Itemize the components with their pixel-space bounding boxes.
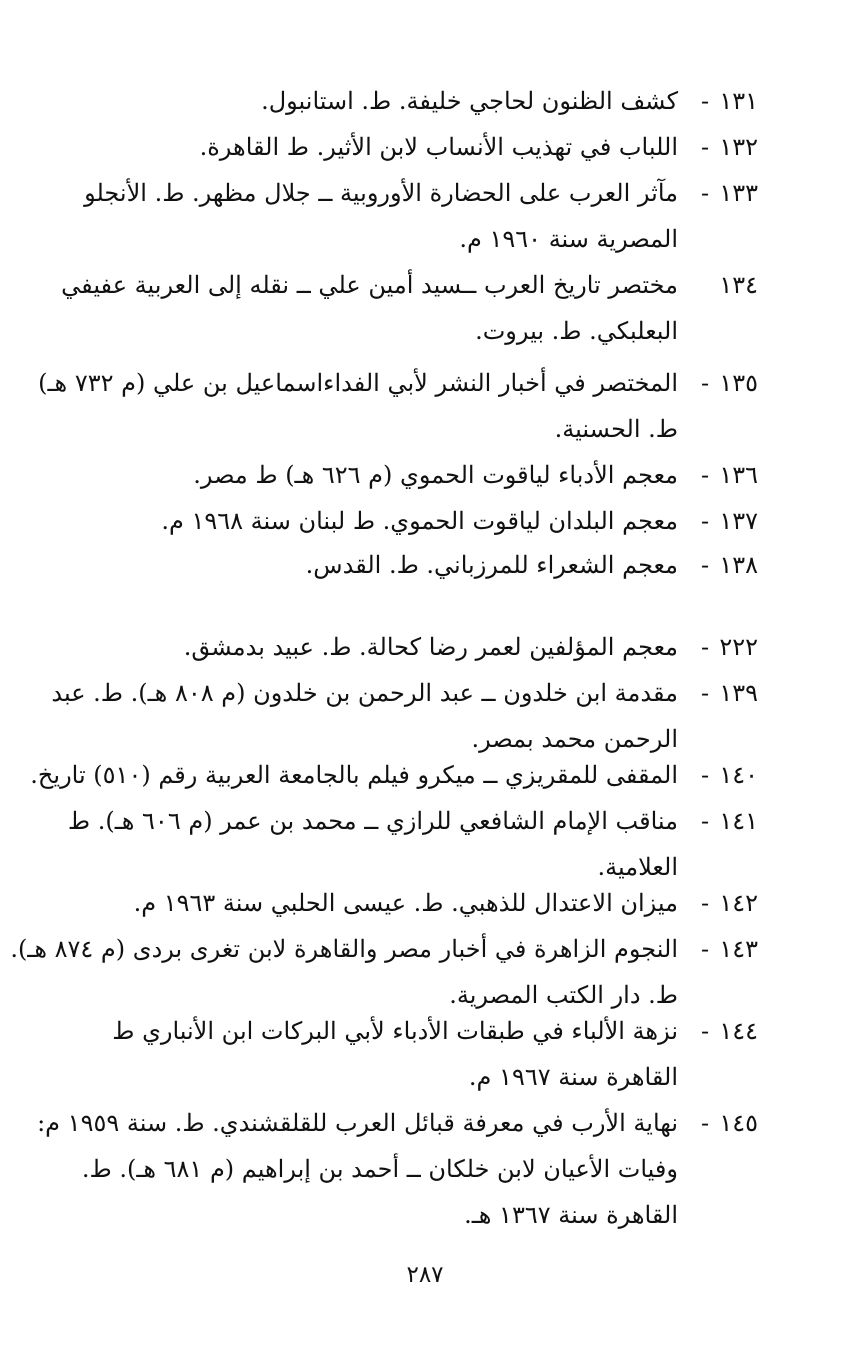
entry-number: ١٤١ bbox=[719, 807, 758, 835]
entry-line: ط. الحسنية. bbox=[554, 415, 678, 443]
bibliography-entry bbox=[51, 670, 758, 762]
entry-dash: - bbox=[700, 507, 710, 535]
bibliography-entry bbox=[88, 624, 758, 670]
entry-line: مختصر تاريخ العرب ــسيد أمين علي ــ نقله إلى العربية عفيفي bbox=[61, 271, 678, 299]
entry-line: البعلبكي. ط. بيروت. bbox=[475, 317, 678, 345]
entry-number: ١٣٥ bbox=[719, 369, 758, 397]
entry-number: ١٤٢ bbox=[719, 889, 758, 917]
entry-text bbox=[61, 262, 678, 354]
entry-text bbox=[30, 752, 678, 798]
entry-text bbox=[84, 170, 678, 262]
entry-line: العلامية. bbox=[597, 853, 678, 881]
entry-line: معجم الشعراء للمرزباني. ط. القدس. bbox=[305, 551, 678, 579]
entry-number: ١٤٣ bbox=[719, 935, 758, 963]
entry-line: مناقب الإمام الشافعي للرازي ــ محمد بن عمر (م ٦٠٦ هـ). ط bbox=[67, 807, 678, 835]
bibliography-entry bbox=[88, 78, 758, 124]
entry-line: القاهرة سنة ١٣٦٧ هـ. bbox=[464, 1201, 678, 1229]
entry-text bbox=[88, 452, 678, 498]
entry-text bbox=[88, 542, 678, 588]
entry-line: كشف الظنون لحاجي خليفة. ط. استانبول. bbox=[261, 87, 678, 115]
bibliography-entry bbox=[88, 498, 758, 544]
bibliography-entry bbox=[88, 880, 758, 926]
entry-dash: - bbox=[700, 889, 710, 917]
entry-line: الرحمن محمد بمصر. bbox=[471, 725, 678, 753]
entry-text bbox=[88, 880, 678, 926]
entry-line: المصرية سنة ١٩٦٠ م. bbox=[459, 225, 678, 253]
entry-dash: - bbox=[700, 679, 710, 707]
entry-number: ١٣٤ bbox=[719, 271, 758, 299]
entry-number: ١٣٩ bbox=[719, 679, 758, 707]
entry-dash: - bbox=[700, 179, 710, 207]
bibliography-entry bbox=[84, 170, 758, 262]
entry-line: ط. دار الكتب المصرية. bbox=[449, 981, 678, 1009]
bibliography-entry bbox=[10, 926, 758, 1018]
bibliography-entry bbox=[30, 752, 758, 798]
entry-text bbox=[51, 670, 678, 762]
entry-text bbox=[38, 360, 678, 452]
entry-dash: - bbox=[700, 1017, 710, 1045]
entry-dash: - bbox=[700, 87, 710, 115]
entry-text bbox=[88, 1008, 678, 1100]
entry-number: ١٣٣ bbox=[719, 179, 758, 207]
bibliography-entry bbox=[38, 360, 758, 452]
entry-line: مقدمة ابن خلدون ــ عبد الرحمن بن خلدون (م ٨٠٨ هـ). ط. عبد bbox=[51, 679, 678, 707]
entry-line: المقفى للمقريزي ــ ميكرو فيلم بالجامعة العربية رقم (٥١٠) تاريخ. bbox=[30, 761, 678, 789]
entry-text bbox=[88, 624, 678, 670]
entry-number: ١٤٠ bbox=[719, 761, 758, 789]
entry-text bbox=[88, 78, 678, 124]
entry-dash: - bbox=[700, 1109, 710, 1137]
entry-dash: - bbox=[700, 369, 710, 397]
entry-number: ١٣٢ bbox=[719, 133, 758, 161]
entry-number: ١٣٨ bbox=[719, 551, 758, 579]
entry-line: القاهرة سنة ١٩٦٧ م. bbox=[468, 1063, 678, 1091]
entry-number: ١٤٤ bbox=[719, 1017, 758, 1045]
entry-text bbox=[37, 1100, 678, 1238]
entry-number: ١٣٧ bbox=[719, 507, 758, 535]
entry-dash: - bbox=[700, 633, 710, 661]
entry-line: ميزان الاعتدال للذهبي. ط. عيسى الحلبي سنة ١٩٦٣ م. bbox=[133, 889, 678, 917]
entry-text bbox=[67, 798, 678, 890]
bibliography-entry bbox=[88, 124, 758, 170]
entry-line: المختصر في أخبار النشر لأبي الفداءاسماعيل بن علي (م ٧٣٢ هـ) bbox=[38, 369, 678, 397]
entry-line: مآثر العرب على الحضارة الأوروبية ــ جلال مظهر. ط. الأنجلو bbox=[84, 179, 678, 207]
entry-line: نهاية الأرب في معرفة قبائل العرب للقلقشندي. ط. سنة ١٩٥٩ م: bbox=[37, 1109, 678, 1137]
entry-text bbox=[10, 926, 678, 1018]
entry-number: ١٣٦ bbox=[719, 461, 758, 489]
bibliography-entry bbox=[88, 1008, 758, 1100]
entry-number: ١٣١ bbox=[719, 87, 758, 115]
entry-dash: - bbox=[700, 461, 710, 489]
entry-line: معجم المؤلفين لعمر رضا كحالة. ط. عبيد بدمشق. bbox=[183, 633, 678, 661]
entry-dash: - bbox=[700, 761, 710, 789]
entry-text bbox=[88, 124, 678, 170]
entry-number: ٢٢٢ bbox=[719, 633, 758, 661]
entry-line: وفيات الأعيان لابن خلكان ــ أحمد بن إبراهيم (م ٦٨١ هـ). ط. bbox=[81, 1155, 678, 1183]
entry-dash: - bbox=[700, 807, 710, 835]
bibliography-entry bbox=[88, 452, 758, 498]
entry-text bbox=[88, 498, 678, 544]
entry-line: النجوم الزاهرة في أخبار مصر والقاهرة لابن تغرى بردى (م ٨٧٤ هـ). bbox=[10, 935, 678, 963]
bibliography-entry bbox=[67, 798, 758, 890]
entry-line: اللباب في تهذيب الأنساب لابن الأثير. ط القاهرة. bbox=[199, 133, 678, 161]
entry-dash: - bbox=[700, 935, 710, 963]
bibliography-entry bbox=[88, 542, 758, 588]
entry-dash: - bbox=[700, 133, 710, 161]
entry-dash: - bbox=[700, 551, 710, 579]
entry-number: ١٤٥ bbox=[719, 1109, 758, 1137]
bibliography-entry bbox=[37, 1100, 758, 1238]
entry-line: معجم البلدان لياقوت الحموي. ط لبنان سنة ١٩٦٨ م. bbox=[161, 507, 678, 535]
entry-line: معجم الأدباء لياقوت الحموي (م ٦٢٦ هـ) ط مصر. bbox=[193, 461, 678, 489]
bibliography-entry bbox=[61, 262, 758, 354]
page-number: ٢٨٧ bbox=[406, 1262, 444, 1288]
entry-line: نزهة الألباء في طبقات الأدباء لأبي البركات ابن الأنباري ط bbox=[112, 1017, 678, 1045]
